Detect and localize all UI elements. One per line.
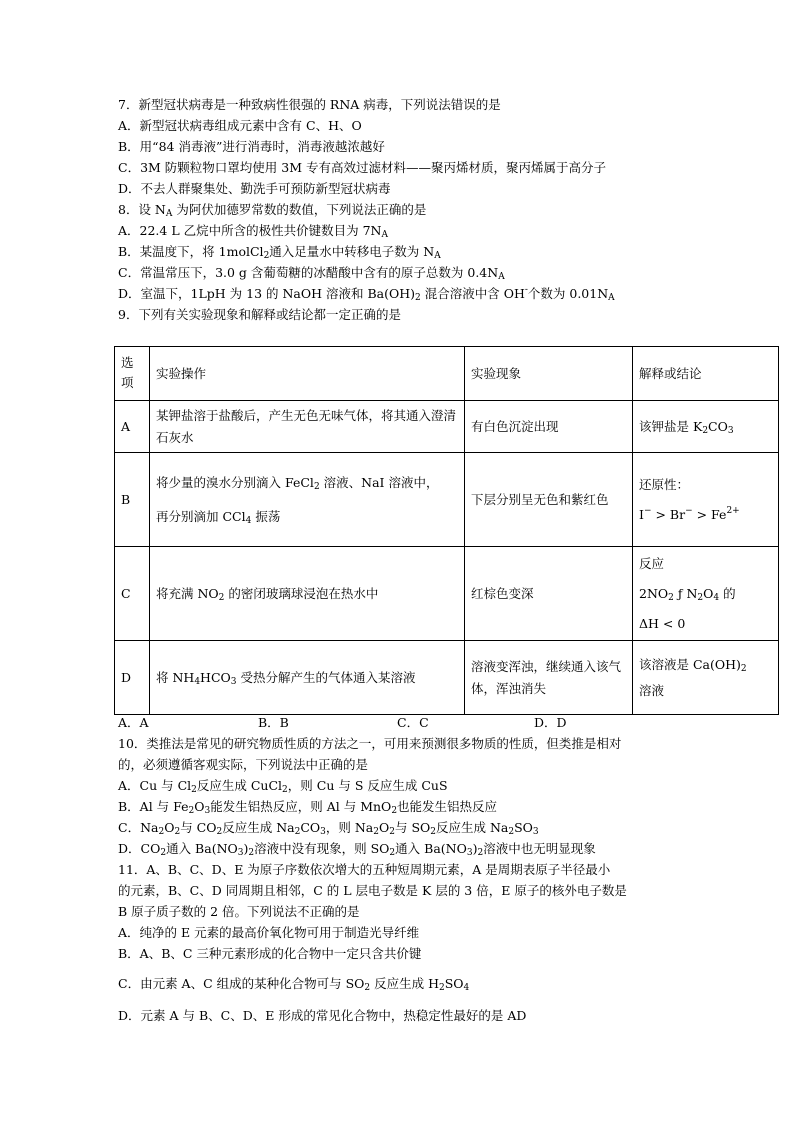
row-conclusion: 该溶液是 $Ca(OH)_2$ 溶液 bbox=[633, 641, 779, 715]
q11-stem-line3: B 原子质子数的 2 倍。下列说法不正确的是 bbox=[118, 904, 360, 919]
row-conclusion: 反应 $2NO_2$ ƒ $N_2O_4$ 的 ΔH < 0 bbox=[633, 547, 779, 641]
row-option: C bbox=[115, 547, 150, 641]
q10-stem-line1: 10．类推法是常见的研究物质性质的方法之一，可用来预测很多物质的性质，但类推是相对 bbox=[118, 736, 622, 751]
q9-answer-d: D．D bbox=[534, 715, 567, 730]
q7-option-b: B．用“84 消毒液”进行消毒时，消毒液越浓越好 bbox=[118, 139, 385, 154]
q8-stem: 8．设 $N_A$ 为阿伏加德罗常数的数值，下列说法正确的是 bbox=[118, 202, 427, 219]
row-phenomenon: 下层分别呈无色和紫红色 bbox=[465, 453, 633, 547]
q11-stem-line1: 11．A、B、C、D、E 为原子序数依次增大的五种短周期元素，A 是周期表原子半径最小 bbox=[118, 862, 611, 877]
row-operation: 将 $NH_4HCO_3$ 受热分解产生的气体通入某溶液 bbox=[150, 641, 465, 715]
q7-option-a: A．新型冠状病毒组成元素中含有 C、H、O bbox=[118, 118, 362, 133]
row-operation: 将少量的溴水分别滴入 FeCl$_2$ 溶液、NaI 溶液中， 再分别滴加 CCl$_4$ 振荡 bbox=[150, 453, 465, 547]
q9-answer-a: A．A bbox=[118, 715, 149, 730]
table-header-row bbox=[115, 347, 779, 401]
q10-option-d: D．$CO_2$通入 $Ba(NO_3)_2$溶液中没有现象，则 $SO_2$通入 $Ba(NO_3)_2$溶液中也无明显现象 bbox=[118, 841, 596, 858]
table-row bbox=[115, 547, 779, 641]
q9-stem: 9．下列有关实验现象和解释或结论都一定正确的是 bbox=[118, 307, 401, 322]
q8-option-d: D．室温下，1LpH 为 13 的 NaOH 溶液和 $Ba(OH)_2$ 混合溶液中含 OH-个数为 $0.01N_A$ bbox=[118, 285, 615, 303]
header-conclusion: 解释或结论 bbox=[633, 347, 779, 401]
header-option: 选项 bbox=[115, 347, 150, 401]
table-row bbox=[115, 453, 779, 547]
row-conclusion: 还原性： $I^- > Br^- > Fe^{2+}$ bbox=[633, 453, 779, 547]
q9-table bbox=[114, 346, 779, 715]
header-operation: 实验操作 bbox=[150, 347, 465, 401]
q8-option-b: B．某温度下，将 1molCl$_2$通入足量水中转移电子数为 $N_A$ bbox=[118, 244, 441, 261]
header-phenomenon: 实验现象 bbox=[465, 347, 633, 401]
table-row bbox=[115, 641, 779, 715]
q11-option-a: A．纯净的 E 元素的最高价氧化物可用于制造光导纤维 bbox=[118, 925, 420, 940]
q7-option-d: D．不去人群聚集处、勤洗手可预防新型冠状病毒 bbox=[118, 181, 391, 196]
row-conclusion: 该钾盐是 $K_2CO_3$ bbox=[633, 401, 779, 453]
table-row bbox=[115, 401, 779, 453]
q7-stem: 7．新型冠状病毒是一种致病性很强的 RNA 病毒，下列说法错误的是 bbox=[118, 97, 501, 112]
q11-stem-line2: 的元素，B、C、D 同周期且相邻，C 的 L 层电子数是 K 层的 3 倍，E 原子的核外电子数是 bbox=[118, 883, 627, 898]
q10-option-b: B．Al 与 $Fe_2O_3$能发生铝热反应，则 Al 与 MnO$_2$也能发生铝热反应 bbox=[118, 799, 498, 816]
q8-option-c: C．常温常压下，3.0 g 含葡萄糖的冰醋酸中含有的原子总数为 $0.4N_A$ bbox=[118, 265, 505, 282]
row-option: B bbox=[115, 453, 150, 547]
q10-stem-line2: 的，必须遵循客观实际，下列说法中正确的是 bbox=[118, 757, 369, 772]
q10-option-c: C．$Na_2O_2$与 $CO_2$反应生成 $Na_2CO_3$，则 $Na_2O_2$与 $SO_2$反应生成 $Na_2SO_3$ bbox=[118, 820, 539, 837]
q8-option-a: A．22.4 L 乙烷中所含的极性共价键数目为 $7N_A$ bbox=[118, 223, 388, 240]
row-phenomenon: 有白色沉淀出现 bbox=[465, 401, 633, 453]
q9-answer-c: C．C bbox=[397, 715, 429, 730]
q7-option-c: C．3M 防颗粒物口罩均使用 3M 专有高效过滤材料——聚丙烯材质，聚丙烯属于高分子 bbox=[118, 160, 606, 175]
row-operation: 将充满 $NO_2$ 的密闭玻璃球浸泡在热水中 bbox=[150, 547, 465, 641]
row-phenomenon: 红棕色变深 bbox=[465, 547, 633, 641]
q11-option-d: D．元素 A 与 B、C、D、E 形成的常见化合物中，热稳定性最好的是 AD bbox=[118, 1008, 527, 1023]
row-option: D bbox=[115, 641, 150, 715]
q9-answer-b: B．B bbox=[258, 715, 289, 730]
row-option: A bbox=[115, 401, 150, 453]
row-operation: 某钾盐溶于盐酸后，产生无色无味气体，将其通入澄清石灰水 bbox=[150, 401, 465, 453]
row-phenomenon: 溶液变浑浊，继续通入该气体，浑浊消失 bbox=[465, 641, 633, 715]
q11-option-b: B．A、B、C 三种元素形成的化合物中一定只含共价键 bbox=[118, 946, 422, 961]
q10-option-a: A．Cu 与 $Cl_2$反应生成 CuCl$_2$，则 Cu 与 S 反应生成 CuS bbox=[118, 778, 448, 795]
q11-option-c: C．由元素 A、C 组成的某种化合物可与 $SO_2$ 反应生成 $H_2SO_4$ bbox=[118, 976, 470, 993]
